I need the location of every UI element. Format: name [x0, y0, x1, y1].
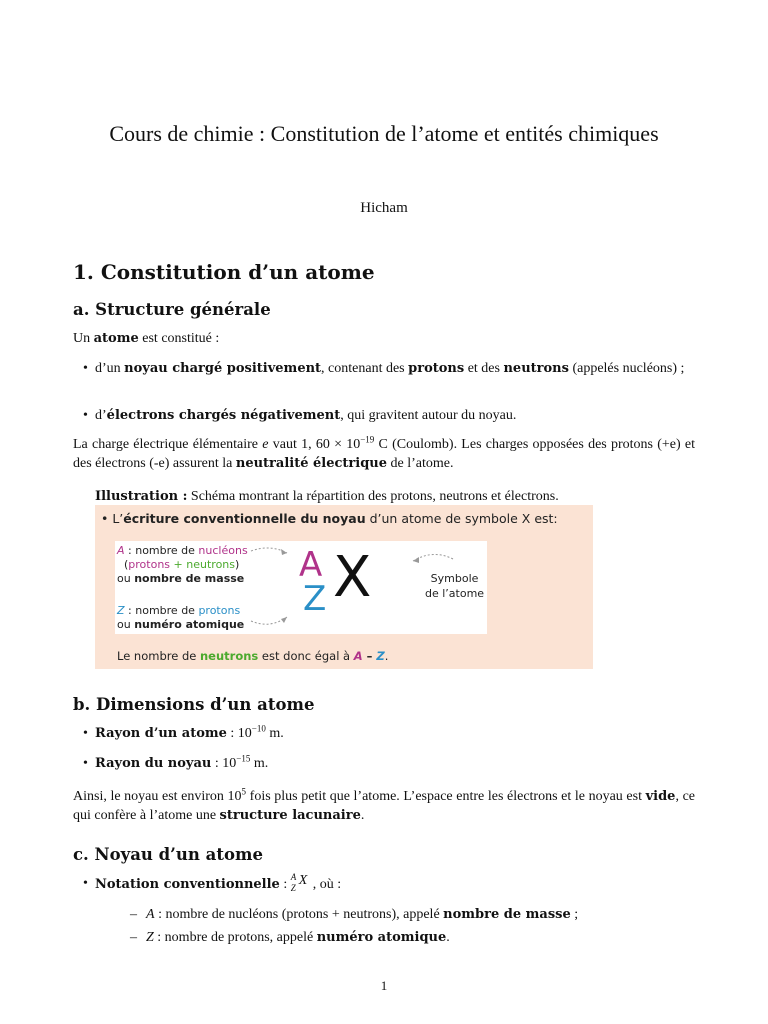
- page-number: 1: [380, 978, 388, 993]
- element-symbol: X: [333, 545, 372, 610]
- atomic-number-label: Z : nombre de protons ou numéro atomique: [117, 604, 245, 631]
- sublist-item-z: – Z : nombre de protons, appelé numéro atomique.: [130, 930, 450, 945]
- list-item-rayon-noyau: • Rayon du noyau : $10^{-15}$ m.: [83, 753, 269, 771]
- symbol-label: Symbole de l’atome: [425, 572, 485, 600]
- sublist-item-a: – A : nombre de nucléons (protons + neutrons), appelé nombre de masse ;: [130, 907, 579, 922]
- arrow-to-z: [251, 617, 287, 624]
- list-item-electrons: • d’électrons chargés négativement, qui gravitent autour du noyau.: [83, 408, 517, 423]
- subsection-b-title: b. Dimensions d’un atome: [73, 695, 315, 714]
- list-item-rayon-atome: • Rayon d’un atome : $10^{-10}$ m.: [83, 723, 284, 741]
- document-title: Cours de chimie : Constitution de l’atome et entités chimiques: [109, 121, 659, 146]
- illustration-caption: Illustration : Schéma montrant la répartition des protons, neutrons et électrons.: [95, 489, 559, 504]
- author: Hicham: [360, 200, 408, 216]
- subsection-c-title: c. Noyau d’un atome: [73, 845, 263, 864]
- list-item-noyau: • d’un noyau chargé positivement, contenant des protons et des neutrons (appelés nucléons) ;: [83, 361, 685, 376]
- arrowhead-z: [281, 617, 287, 623]
- dimensions-paragraph: Ainsi, le noyau est environ $10^5$ fois plus petit que l’atome. L’espace entre les électrons et le noyau est vide, ce qui confère à l’atome une structure lacunaire.: [73, 786, 695, 823]
- section-1-title: 1. Constitution d’un atome: [73, 260, 375, 284]
- subsection-a-title: a. Structure générale: [73, 300, 271, 319]
- arrowhead-a: [281, 549, 287, 555]
- nucleus-notation-figure: [95, 505, 593, 669]
- mass-number-symbol: A: [299, 545, 323, 585]
- figure-footer: Le nombre de neutrons est donc égal à A – Z.: [117, 649, 389, 663]
- figure-heading: • L’écriture conventionnelle du noyau d’un atome de symbole X est:: [101, 511, 558, 526]
- list-item-notation: • Notation conventionnelle : A Z X , où :: [83, 872, 342, 893]
- nuclide-notation: A Z X: [290, 872, 308, 893]
- intro-paragraph: Un atome est constitué :: [73, 331, 220, 346]
- charge-paragraph: La charge électrique élémentaire e vaut 1, $60 \times 10^{-19}$ C (Coulomb). Les charges opposées des protons (+e) et des électrons (-e) assurent la neutralité électrique de l’atome.: [73, 434, 696, 471]
- mass-number-label: A : nombre de nucléons (protons + neutrons) ou nombre de masse: [117, 544, 248, 585]
- atomic-number-symbol: Z: [303, 579, 327, 619]
